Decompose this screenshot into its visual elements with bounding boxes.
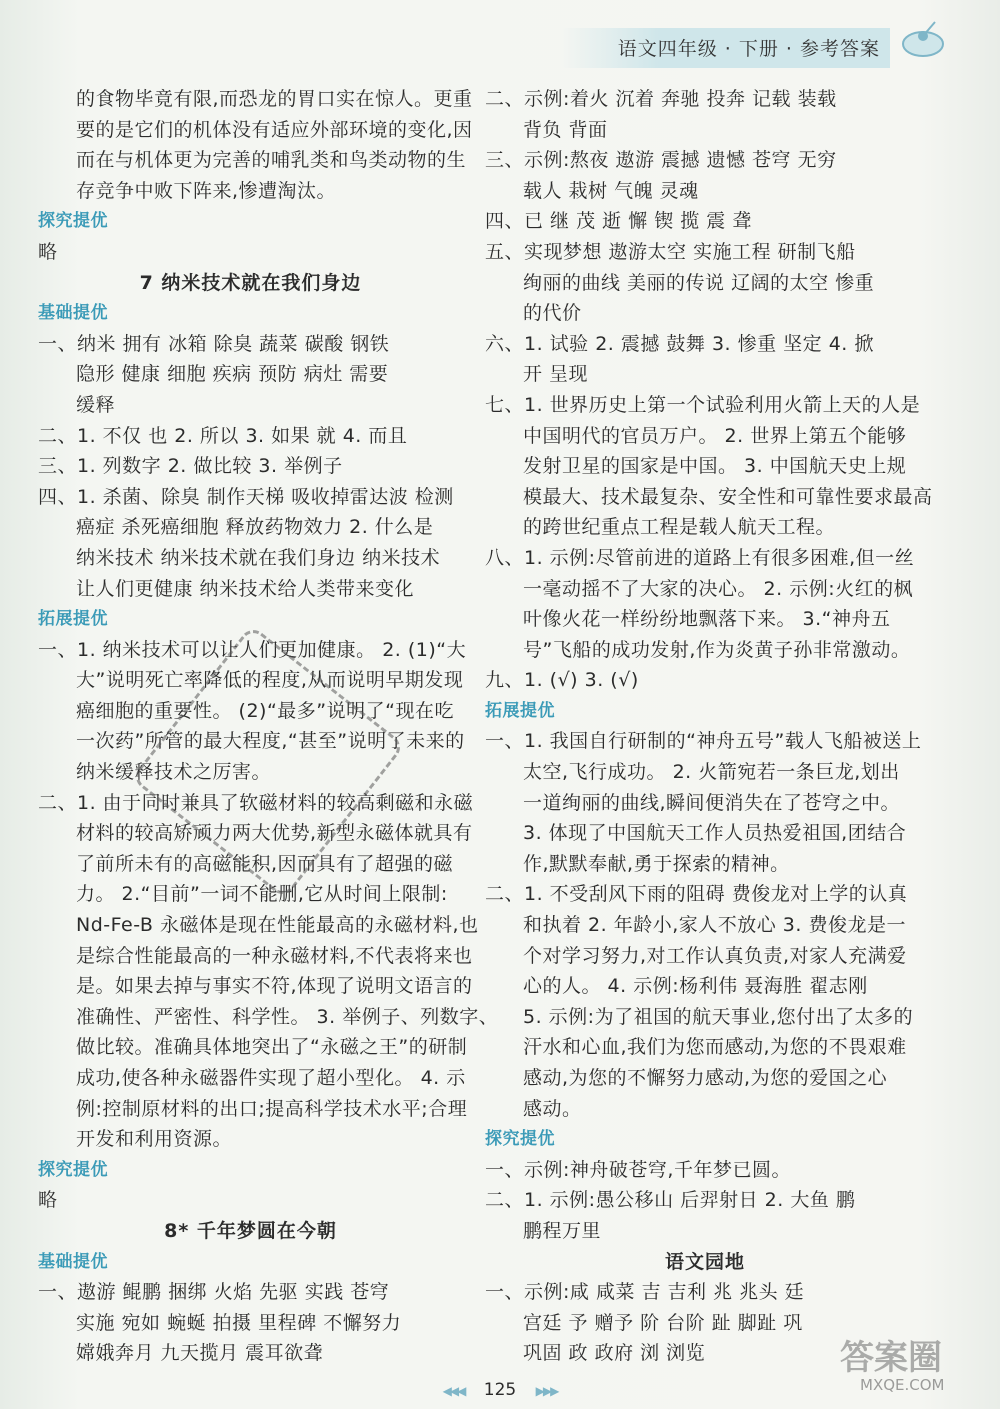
answer-line: 大”说明死亡率降低的程度,从而说明早期发现 (76, 669, 464, 692)
answer-line: 一次药”所管的最大程度,“甚至”说明了未来的 (76, 730, 465, 753)
answer-line: 的代价 (523, 302, 582, 325)
answer-line: 略 (38, 240, 58, 263)
answer-line: 二、1. 不受刮风下雨的阻碍 费俊龙对上学的认真 (485, 883, 908, 906)
answer-line: 纳米缓释技术之厉害。 (76, 761, 272, 784)
answer-line: 二、1. 示例:愚公移山 后羿射日 2. 大鱼 鹏 (485, 1189, 856, 1212)
answer-line: 实施 宛如 蜿蜒 拍摄 里程碑 不懈努力 (76, 1311, 402, 1334)
answer-line: 绚丽的曲线 美丽的传说 辽阔的太空 惨重 (523, 271, 875, 294)
answer-line: 是。如果去掉与事实不符,体现了说明文语言的 (76, 975, 473, 998)
prev-arrows-icon: ◀◀◀ (442, 1384, 465, 1398)
answer-line: 的食物毕竟有限,而恐龙的胃口实在惊人。更重 (76, 88, 473, 110)
answer-line: 例:控制原材料的出口;提高科学技术水平;合理 (76, 1097, 468, 1120)
answer-line: 发射卫星的国家是中国。 3. 中国航天史上规 (523, 455, 907, 478)
answer-line: 开 呈现 (523, 363, 589, 386)
answer-line: 隐形 健康 细胞 疾病 预防 病灶 需要 (76, 363, 389, 386)
lesson-title: 7 纳米技术就在我们身边 (139, 271, 362, 294)
answer-line: 号”飞船的成功发射,作为炎黄子孙非常激动。 (523, 638, 911, 661)
answer-line: 材料的较高矫顽力两大优势,新型永磁体就具有 (76, 822, 473, 845)
answer-line: 癌症 杀死癌细胞 释放药物效力 2. 什么是 (76, 516, 434, 539)
answer-line: 个对学习努力,对工作认真负责,对家人充满爱 (523, 944, 907, 967)
section-heading: 基础提优 (38, 1251, 108, 1272)
answer-line: 鹏程万里 (523, 1219, 602, 1242)
answer-line: 九、1. (√) 3. (√) (485, 669, 639, 692)
page-number: 125 (483, 1380, 517, 1400)
right-column (485, 84, 933, 1369)
answer-line: 一、遨游 鲲鹏 捆绑 火焰 先驱 实践 苍穹 (38, 1281, 390, 1304)
section-heading: 基础提优 (38, 303, 108, 324)
answer-line: 载人 栽树 气魄 灵魂 (523, 179, 699, 202)
answer-line: 五、实现梦想 遨游太空 实施工程 研制飞船 (485, 240, 856, 263)
answer-line: 和执着 2. 年龄小,家人不放心 3. 费俊龙是一 (523, 914, 906, 937)
answer-line: 四、1. 杀菌、除臭 制作天梯 吸收掉雷达波 检测 (38, 485, 454, 508)
section-heading: 拓展提优 (485, 700, 555, 721)
answer-line: 一、纳米 拥有 冰箱 除臭 蔬菜 碳酸 钢铁 (38, 332, 390, 355)
section-heading: 探究提优 (38, 211, 108, 232)
answer-line: 作,默默奉献,勇于探索的精神。 (523, 852, 790, 875)
answer-line: 缓释 (76, 393, 116, 416)
answer-line: 感动。 (523, 1097, 582, 1120)
answer-line: 一毫动摇不了大家的决心。 2. 示例:火红的枫 (523, 577, 914, 600)
section-heading: 探究提优 (485, 1129, 555, 1150)
answer-line: 5. 示例:为了祖国的航天事业,您付出了太多的 (523, 1005, 914, 1028)
answer-line: 一、1. 纳米技术可以让人们更加健康。 2. (1)“大 (38, 638, 467, 661)
answer-line: 成功,使各种永磁器件实现了超小型化。 4. 示 (76, 1067, 466, 1089)
answer-line: 做比较。准确具体地突出了“永磁之王”的研制 (76, 1036, 468, 1059)
answer-line: 太空,飞行成功。 2. 火箭宛若一条巨龙,划出 (523, 761, 900, 784)
lesson-title: 8* 千年梦圆在今朝 (164, 1219, 337, 1242)
answer-line: 而在与机体更为完善的哺乳类和鸟类动物的生 (76, 149, 467, 172)
next-arrows-icon: ▶▶▶ (535, 1384, 558, 1398)
answer-line: 3. 体现了中国航天工作人员热爱祖国,团结合 (523, 822, 907, 845)
answer-line: 二、1. 由于同时兼具了软磁材料的较高剩磁和永磁 (38, 791, 474, 814)
answer-line: 要的是它们的机体没有适应外部环境的变化,因 (76, 118, 473, 141)
answer-line: 一、示例:神舟破苍穹,千年梦已圆。 (485, 1158, 791, 1181)
answer-line: 感动,为您的不懈努力感动,为您的爱国之心 (523, 1067, 888, 1089)
answer-line: Nd-Fe-B 永磁体是现在性能最高的永磁材料,也 (76, 914, 479, 937)
answer-line: 开发和利用资源。 (76, 1128, 233, 1151)
answer-line: 纳米技术 纳米技术就在我们身边 纳米技术 (76, 546, 441, 569)
answer-line: 的跨世纪重点工程是载人航天工程。 (523, 516, 836, 539)
watermark-site: MXQE.COM (860, 1376, 945, 1394)
answer-line: 四、已 继 茂 逝 懈 锲 揽 震 聋 (485, 210, 752, 233)
section-heading: 探究提优 (38, 1159, 108, 1180)
answer-line: 嫦娥奔月 九天揽月 震耳欲聋 (76, 1342, 324, 1365)
answer-line: 准确性、严密性、科学性。 3. 举例子、列数字、 (76, 1005, 499, 1028)
answer-line: 模最大、技术最复杂、安全性和可靠性要求最高 (523, 485, 933, 508)
answer-line: 中国明代的官员万户。 2. 世界上第五个能够 (523, 424, 907, 447)
answer-line: 存竞争中败下阵来,惨遭淘汰。 (76, 179, 337, 202)
answer-line: 背负 背面 (523, 118, 608, 141)
answer-line: 力。 2.“目前”一词不能删,它从时间上限制: (76, 883, 448, 906)
answer-line: 心的人。 4. 示例:杨利伟 聂海胜 翟志刚 (523, 975, 868, 998)
answer-line: 三、1. 列数字 2. 做比较 3. 举例子 (38, 455, 343, 478)
answer-line: 七、1. 世界历史上第一个试验利用火箭上天的人是 (485, 393, 921, 416)
answer-line: 一、示例:咸 咸菜 吉 吉利 兆 兆头 廷 (485, 1281, 805, 1304)
answer-line: 六、1. 试验 2. 震撼 鼓舞 3. 惨重 坚定 4. 掀 (485, 332, 874, 355)
answer-line: 是综合性能最高的一种永磁材料,不代表将来也 (76, 944, 473, 967)
satellite-dish-icon (895, 14, 951, 70)
page-header (560, 28, 890, 68)
answer-line: 宫廷 予 赠予 阶 台阶 趾 脚趾 巩 (523, 1311, 803, 1334)
answer-line: 二、示例:着火 沉着 奔驰 投奔 记载 装载 (485, 88, 837, 110)
section-heading: 拓展提优 (38, 609, 108, 630)
answer-line: 叶像火花一样纷纷地飘落下来。 3.“神舟五 (523, 608, 891, 631)
answer-line: 了前所未有的高磁能积,因而具有了超强的磁 (76, 852, 454, 875)
answer-line: 八、1. 示例:尽管前进的道路上有很多困难,但一丝 (485, 546, 915, 569)
watermark-logo: 答案圈 (840, 1338, 942, 1378)
answer-line: 二、1. 不仅 也 2. 所以 3. 如果 就 4. 而且 (38, 424, 408, 447)
lesson-title: 语文园地 (664, 1250, 745, 1273)
answer-line: 一、1. 我国自行研制的“神舟五号”载人飞船被送上 (485, 730, 922, 753)
page-footer (0, 1380, 1000, 1400)
answer-line: 巩固 政 政府 浏 浏览 (523, 1342, 706, 1365)
answer-line: 汗水和心血,我们为您而感动,为您的不畏艰难 (523, 1036, 907, 1059)
answer-line: 让人们更健康 纳米技术给人类带来变化 (76, 577, 415, 600)
answer-line: 略 (38, 1189, 58, 1212)
answer-line: 一道绚丽的曲线,瞬间便消失在了苍穹之中。 (523, 791, 901, 814)
answer-line: 癌细胞的重要性。 (2)“最多”说明了“现在吃 (76, 699, 454, 722)
answer-line: 三、示例:熬夜 遨游 震撼 遗憾 苍穹 无穷 (485, 149, 837, 172)
header-title: 语文四年级 · 下册 · 参考答案 (617, 38, 880, 60)
